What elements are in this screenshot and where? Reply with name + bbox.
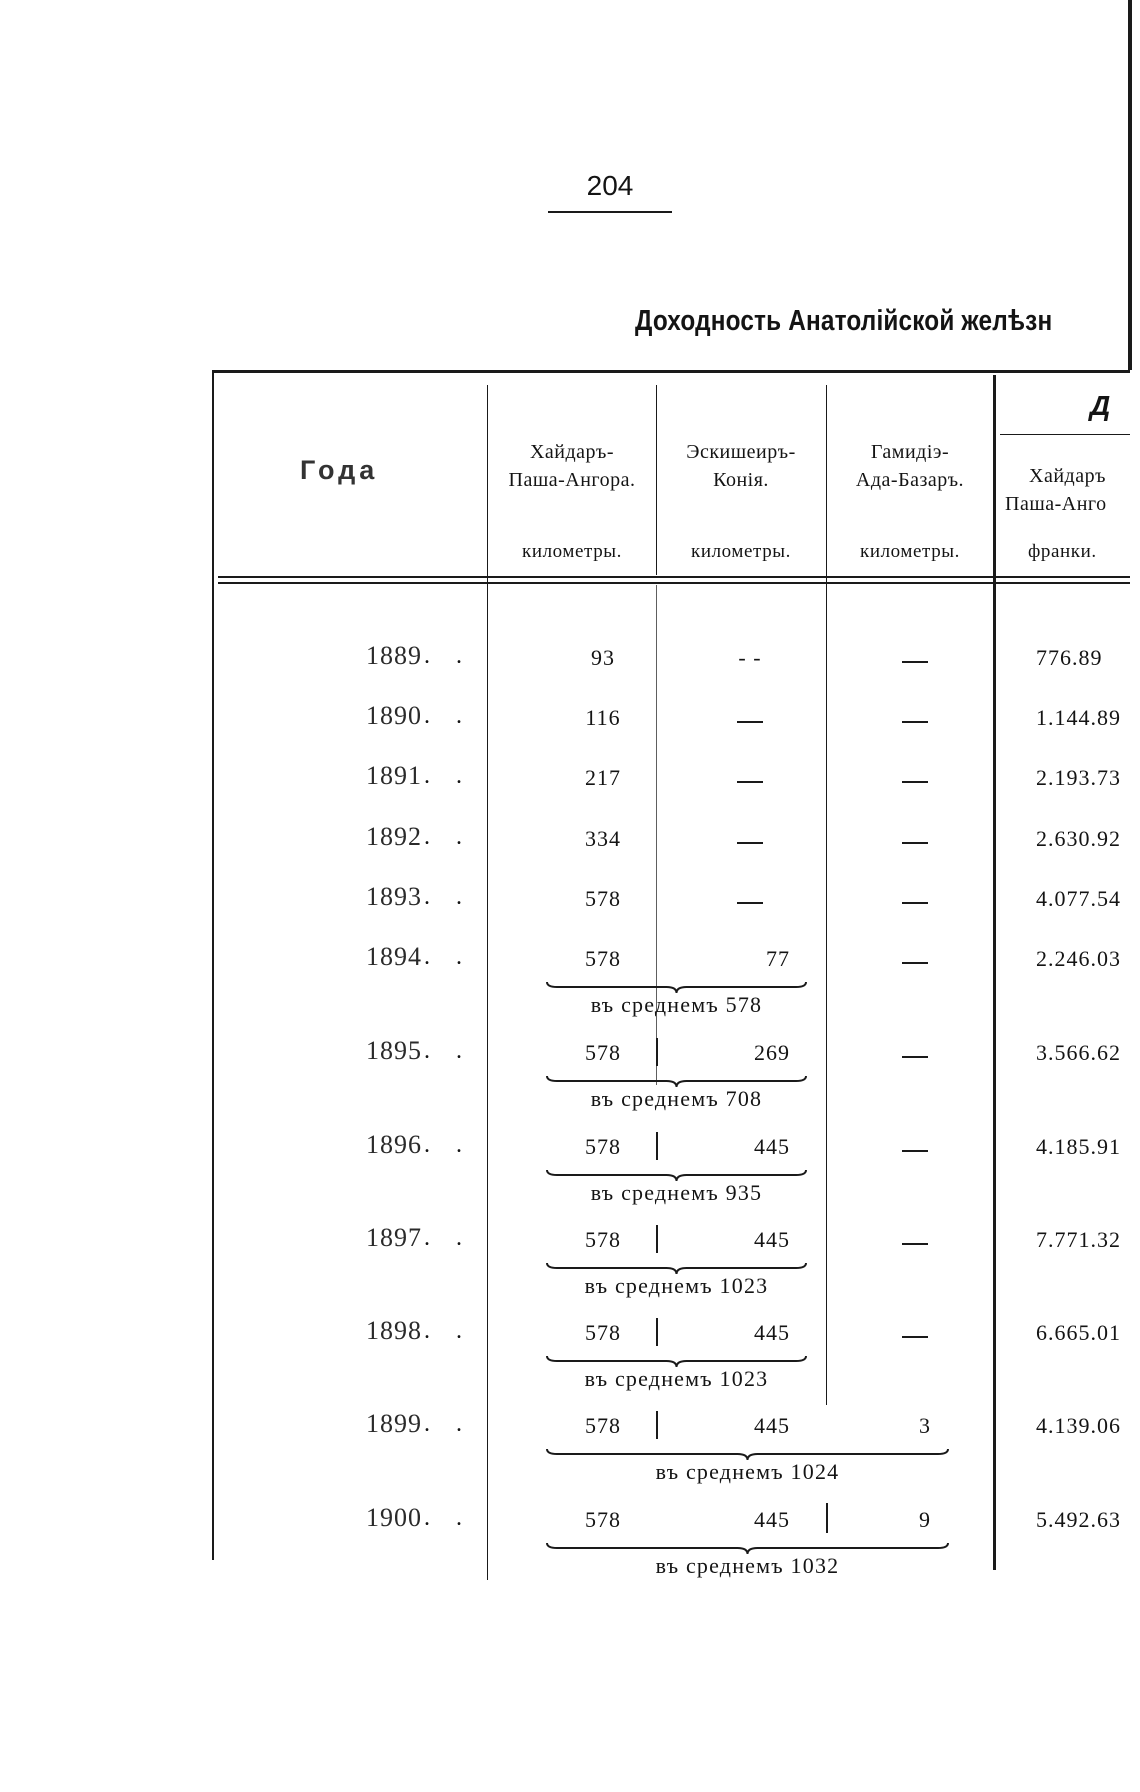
col2-value: 445	[754, 1507, 790, 1532]
year-label: 1893	[366, 882, 422, 911]
col3-value-dash	[902, 1056, 928, 1058]
col4-unit: франки.	[1028, 541, 1097, 562]
year-label: 1895	[366, 1036, 422, 1065]
leader-dots: . .	[424, 1505, 472, 1531]
col4-value: 6.665.01	[1036, 1320, 1121, 1345]
col2-value: 77	[766, 946, 790, 971]
group-header-label: Д	[1090, 390, 1111, 421]
col4-name-line2: Паша-Анго	[1005, 493, 1107, 515]
col3-value-dash	[902, 1150, 928, 1152]
col3-unit: километры.	[859, 541, 961, 562]
leader-dots: . .	[424, 884, 472, 910]
leader-dots: . .	[424, 824, 472, 850]
year-label: 1891	[366, 761, 422, 790]
col2-value: 269	[754, 1040, 790, 1065]
col1-value: 578	[585, 946, 621, 971]
col1-divider	[487, 385, 488, 1580]
year-label: 1889	[366, 641, 422, 670]
col2-name-line2: Конія.	[713, 469, 769, 491]
col4-value: 3.566.62	[1036, 1040, 1121, 1065]
cell-separator-tick	[656, 1038, 658, 1066]
col3-value-dash	[902, 661, 928, 663]
col2-unit: километры.	[690, 541, 792, 562]
year-label: 1890	[366, 701, 422, 730]
col2-value: 445	[754, 1134, 790, 1159]
col4-value: 4.077.54	[1036, 886, 1121, 911]
col3-name-line2: Ада-Базаръ.	[855, 469, 965, 491]
col2-value-dash	[737, 721, 763, 723]
leader-dots: . .	[424, 944, 472, 970]
col3-divider	[826, 385, 827, 1405]
year-label: 1892	[366, 822, 422, 851]
col4-value: 4.139.06	[1036, 1413, 1121, 1438]
col3-value-dash	[902, 842, 928, 844]
col2-value: 445	[754, 1320, 790, 1345]
year-column-header: Года	[300, 455, 379, 485]
cell-separator-tick	[656, 1318, 658, 1346]
year-label: 1897	[366, 1223, 422, 1252]
col1-value: 578	[585, 1507, 621, 1532]
col2-value-dash	[737, 842, 763, 844]
page-number-rule	[548, 211, 672, 213]
year-label: 1899	[366, 1409, 422, 1438]
col4-value: 5.492.63	[1036, 1507, 1121, 1532]
col3-value-dash	[902, 781, 928, 783]
average-label: въ среднемъ 578	[590, 992, 763, 1017]
average-label: въ среднемъ 1032	[655, 1553, 840, 1578]
leader-dots: . .	[424, 763, 472, 789]
col2-value: - -	[738, 645, 762, 670]
col4-name-line1: Хайдаръ	[1029, 465, 1106, 487]
col4-value: 2.193.73	[1036, 765, 1121, 790]
leader-dots: . .	[424, 1318, 472, 1344]
group-header-rule	[1000, 434, 1130, 435]
col4-value: 4.185.91	[1036, 1134, 1121, 1159]
col1-value: 578	[585, 1320, 621, 1345]
col2-value: 445	[754, 1413, 790, 1438]
average-label: въ среднемъ 708	[590, 1086, 763, 1111]
col2-value-dash	[737, 902, 763, 904]
col2-header	[657, 438, 825, 494]
page-title: Доходность Анатолійской желѣзн	[635, 305, 1053, 337]
average-label: въ среднемъ 1024	[655, 1459, 840, 1484]
col4-divider	[993, 375, 996, 1570]
year-label: 1898	[366, 1316, 422, 1345]
cell-separator-tick	[656, 1411, 658, 1439]
table-top-rule	[212, 370, 1130, 373]
col4-header	[1003, 462, 1133, 518]
col3-value: 3	[919, 1413, 931, 1438]
col3-value: 9	[919, 1507, 931, 1532]
col1-value: 334	[585, 826, 621, 851]
col1-value: 578	[585, 886, 621, 911]
col1-value: 116	[585, 705, 621, 730]
col1-value: 578	[585, 1227, 621, 1252]
col2-value: 445	[754, 1227, 790, 1252]
col1-name-line1: Хайдаръ-	[529, 441, 615, 463]
col4-value: 776.89	[1036, 645, 1103, 670]
leader-dots: . .	[424, 1132, 472, 1158]
cell-separator-tick	[656, 1132, 658, 1160]
col1-value: 578	[585, 1040, 621, 1065]
col1-value: 578	[585, 1413, 621, 1438]
average-label: въ среднемъ 1023	[584, 1273, 769, 1298]
leader-dots: . .	[424, 1225, 472, 1251]
col3-value-dash	[902, 962, 928, 964]
col4-value: 1.144.89	[1036, 705, 1121, 730]
col4-value: 2.246.03	[1036, 946, 1121, 971]
col3-name-line1: Гамидіэ-	[870, 441, 950, 463]
col1-value: 578	[585, 1134, 621, 1159]
col4-value: 2.630.92	[1036, 826, 1121, 851]
col3-value-dash	[902, 1336, 928, 1338]
col1-unit: километры.	[521, 541, 623, 562]
col1-value: 93	[591, 645, 615, 670]
col2-value-dash	[737, 781, 763, 783]
leader-dots: . .	[424, 1038, 472, 1064]
leader-dots: . .	[424, 1411, 472, 1437]
leader-dots: . .	[424, 703, 472, 729]
cell-separator-tick	[656, 1225, 658, 1253]
col4-value: 7.771.32	[1036, 1227, 1121, 1252]
year-label: 1900	[366, 1503, 422, 1532]
page-edge-bar	[1128, 0, 1132, 370]
col3-value-dash	[902, 721, 928, 723]
average-label: въ среднемъ 935	[590, 1180, 763, 1205]
page-number: 204	[586, 170, 634, 201]
col3-header	[827, 438, 993, 494]
cell-separator-tick-1900	[826, 1503, 828, 1533]
col1-value: 217	[585, 765, 621, 790]
year-label: 1896	[366, 1130, 422, 1159]
col3-value-dash	[902, 902, 928, 904]
leader-dots: . .	[424, 643, 472, 669]
year-label: 1894	[366, 942, 422, 971]
col2-name-line1: Эскишеиръ-	[686, 441, 796, 463]
col3-value-dash	[902, 1243, 928, 1245]
col1-name-line2: Паша-Ангора.	[508, 469, 636, 491]
table-left-rule	[212, 370, 214, 1560]
average-label: въ среднемъ 1023	[584, 1366, 769, 1391]
col1-header	[488, 438, 656, 494]
